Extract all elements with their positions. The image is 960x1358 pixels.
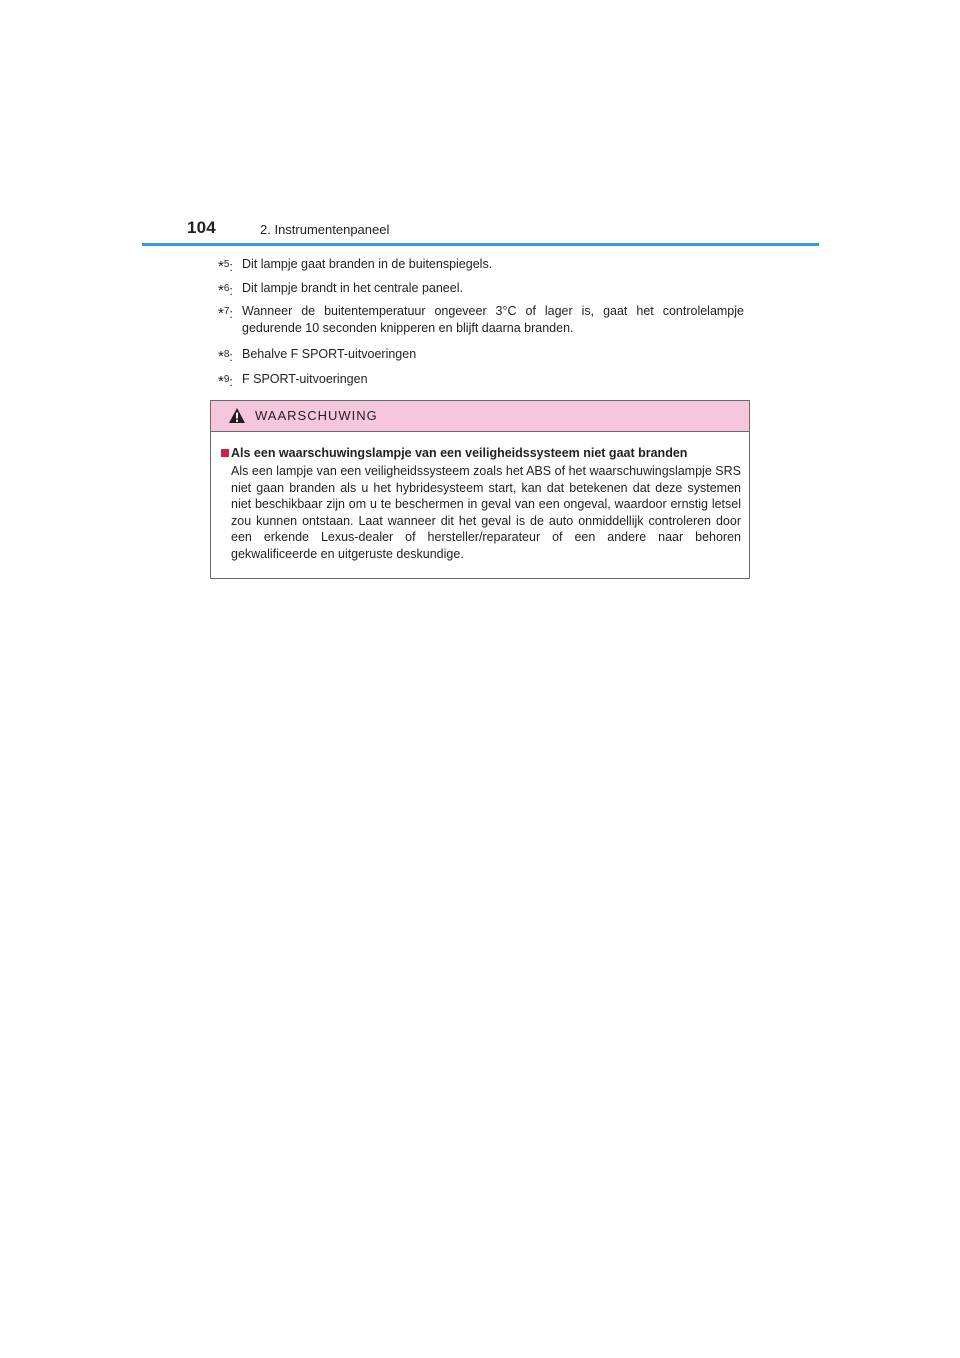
footnote-marker: *$^7$: xyxy=(218,305,233,322)
footnote-text: Wanneer de buitentemperatuur ongeveer 3°C of lager is, gaat het controlelampje gedurende 10 seconden knipperen en blijft daarna branden. xyxy=(242,304,744,335)
square-bullet-icon xyxy=(221,449,229,457)
footnote-text: Behalve F SPORT-uitvoeringen xyxy=(242,347,417,361)
warning-title: WAARSCHUWING xyxy=(255,408,378,423)
warning-header xyxy=(211,401,749,432)
footnote-marker: *$^8$: xyxy=(218,348,233,365)
footnote-marker: *$^5$: xyxy=(218,258,233,275)
warning-paragraph: Als een lampje van een veiligheidssysteem zoals het ABS of het waarschuwingslampje SRS niet gaan branden als u het hybridesysteem start, kan dat betekenen dat deze systemen niet beschikbaar zijn om u te beschermen in geval van een ongeval, waardoor ernstig letsel zou kunnen ontstaan. Laat wanneer dit het geval is de auto onmiddellijk controleren door een erkende Lexus-dealer of hersteller/reparateur of een andere naar behoren gekwalificeerde en uitgeruste deskundige. xyxy=(231,464,741,561)
footnote-marker: *$^9$: xyxy=(218,373,233,390)
page-number: 104 xyxy=(187,218,216,237)
footnote-marker: *$^6$: xyxy=(218,282,233,299)
warning-body xyxy=(221,445,741,562)
warning-heading-text: Als een waarschuwingslampje van een veiligheidssysteem niet gaat branden xyxy=(231,446,688,460)
footnote-text: Dit lampje brandt in het centrale paneel. xyxy=(242,281,463,295)
warning-heading xyxy=(221,445,741,462)
page-header xyxy=(0,0,960,250)
warning-triangle-icon xyxy=(228,407,246,424)
header-rule xyxy=(142,243,819,246)
footnote-text: Dit lampje gaat branden in de buitenspiegels. xyxy=(242,257,493,271)
warning-box xyxy=(210,400,750,579)
footnote-text: F SPORT-uitvoeringen xyxy=(242,372,368,386)
section-title: 2. Instrumentenpaneel xyxy=(260,222,390,237)
